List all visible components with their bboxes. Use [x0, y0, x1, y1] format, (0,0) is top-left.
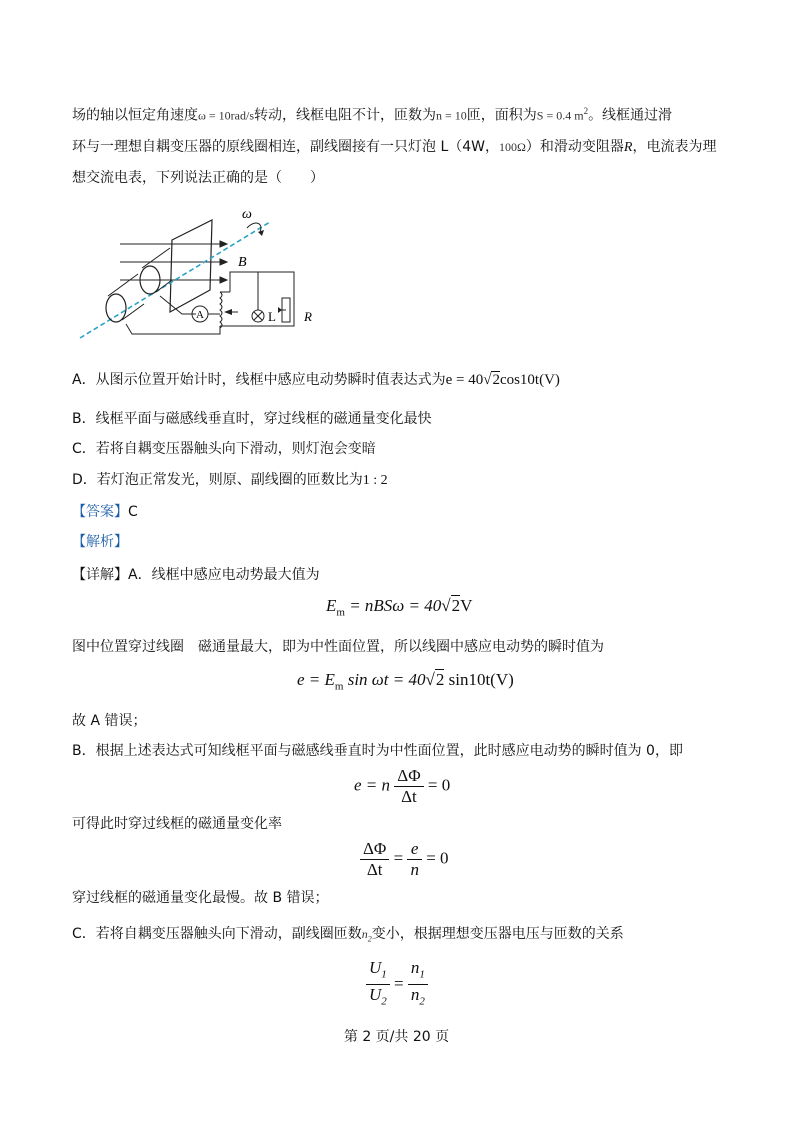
option-c: C．若将自耦变压器触头向下滑动，则灯泡会变暗	[72, 441, 376, 457]
eq-subscript: m	[336, 606, 345, 619]
eq-part: = 0	[427, 775, 451, 795]
autotransformer-coil	[220, 292, 222, 328]
question-text: ）和滑动变阻器	[525, 139, 624, 155]
eq-numerator: ΔΦ	[360, 839, 389, 860]
eq-sqrt: 2	[435, 670, 445, 689]
eq-unit: V	[460, 596, 473, 615]
eq-numerator: e	[407, 839, 422, 860]
solution-text: 变小，根据理想变压器电压与匝数的关系	[371, 926, 624, 942]
area-exponent: 2	[583, 106, 589, 116]
answer-value: C	[128, 504, 138, 520]
eq-fraction	[407, 839, 422, 880]
eq-subscript: 2	[381, 995, 387, 1008]
eq-numerator: ΔΦ	[394, 766, 423, 787]
eq-sqrt: 2	[451, 596, 461, 615]
question-text: 场的轴以恒定角速度	[72, 107, 198, 124]
solution-b-text: B．根据上述表达式可知线框平面与磁感线垂直时为中性面位置，此时感应电动势的瞬时值为 0，即	[72, 743, 683, 759]
solution-text: C．若将自耦变压器触头向下滑动，副线圈匝数	[72, 926, 362, 942]
equation-flux-rate: $\frac{\Delta\Phi}{\Delta t}$ = $\frac{e}{n}$ = 0	[360, 839, 449, 880]
eq-subscript: 1	[381, 968, 387, 981]
solution-text: A．线框中感应电动势最大值为	[128, 567, 320, 583]
option-a-text: A．从图示位置开始计时，线框中感应电动势瞬时值表达式为	[72, 372, 446, 388]
solution-c-text	[72, 924, 624, 949]
equation-instant-emf: $e = E_m$ sin ωt = 40√2 sin10t(V)	[297, 670, 514, 693]
slip-ring-2	[106, 294, 126, 322]
question-text: 匝，面积为	[466, 107, 537, 124]
solution-a-text2: 图中位置穿过线圈 磁通量最大，即为中性面位置，所以线圈中感应电动势的瞬时值为	[72, 639, 604, 655]
eq-fraction	[366, 958, 390, 1012]
lamp-label: L	[268, 309, 276, 324]
equation-faraday	[354, 766, 450, 807]
equation-max-emf: $E_m = nBS\omega = 40√2V$	[326, 596, 473, 619]
n2-subscript: 2	[367, 934, 372, 944]
eq-fraction	[360, 839, 389, 880]
eq-subscript: 1	[419, 968, 425, 981]
angular-velocity-value: ω = 10rad/s	[198, 108, 254, 123]
eq-part: e = E	[297, 670, 335, 689]
rheostat-label: R	[304, 309, 312, 324]
coil-frame	[170, 220, 212, 312]
rheostat-symbol: R	[623, 140, 633, 155]
question-line-3: 想交流电表，下列说法正确的是（ ）	[72, 170, 324, 186]
option-b: B．线框平面与磁感线垂直时，穿过线框的磁通量变化最快	[72, 411, 432, 427]
question-text: 。线框通过滑	[588, 107, 673, 124]
question-line-2	[72, 137, 716, 158]
n2-symbol: n	[361, 927, 368, 941]
field-label: B	[238, 255, 247, 270]
formula-part: cos10t(V)	[499, 372, 560, 388]
formula-part: e = 40	[445, 372, 484, 388]
eq-part: = 0	[426, 848, 449, 868]
eq-numerator: n	[410, 958, 420, 977]
answer-line	[72, 502, 138, 522]
ammeter-label: A	[196, 309, 204, 321]
eq-part: = nBSω = 40	[344, 596, 442, 615]
formula-sqrt: 2	[492, 372, 500, 388]
eq-fraction	[394, 766, 423, 807]
option-d-ratio: 1 : 2	[362, 473, 388, 488]
eq-subscript: 2	[419, 995, 425, 1008]
eq-denominator: Δt	[401, 787, 417, 806]
solution-a-intro	[72, 565, 320, 585]
eq-part: sin ωt = 40	[343, 670, 426, 689]
turns-value: n = 10	[436, 108, 467, 123]
question-line-1	[72, 101, 672, 126]
option-d-text: D．若灯泡正常发光，则原、副线圈的匝数比为	[72, 472, 363, 488]
question-text: ，电流表为理	[632, 139, 717, 155]
option-a-formula: e = 40√2cos10t(V)	[445, 372, 560, 388]
eq-denominator: n	[410, 985, 420, 1005]
analysis-label: 【解析】	[72, 534, 128, 550]
solution-b-conclusion: 穿过线框的磁通量变化最慢。故 B 错误；	[72, 890, 329, 906]
eq-fraction	[408, 958, 428, 1012]
lamp-resistance-value: 100Ω	[499, 140, 526, 154]
eq-part: e = n	[354, 775, 391, 795]
equation-transformer-ratio: $\frac{U_1}{U_2}$ = $\frac{n_1}{n_2}$	[366, 958, 428, 1012]
solution-b-text2: 可得此时穿过线框的磁通量变化率	[72, 816, 282, 832]
eq-denominator: Δt	[366, 860, 383, 879]
answer-label: 【答案】	[72, 504, 128, 520]
page-footer: 第 2 页/共 20 页	[343, 1029, 450, 1045]
eq-denominator: n	[410, 860, 419, 879]
eq-subscript: m	[334, 680, 344, 693]
option-d	[72, 470, 388, 491]
generator-circuit-figure	[72, 200, 332, 345]
omega-label: ω	[242, 207, 252, 222]
detail-label: 【详解】	[72, 567, 128, 583]
area-value: S = 0.4 m	[536, 108, 584, 123]
question-text: 环与一理想自耦变压器的原线圈相连，副线圈接有一只灯泡 L（4W，	[72, 139, 499, 155]
eq-denominator: U	[369, 985, 382, 1005]
question-text: 转动，线框电阻不计，匝数为	[254, 107, 436, 124]
eq-numerator: U	[369, 958, 382, 977]
eq-part: sin10t(V)	[444, 670, 514, 689]
option-a	[72, 370, 560, 390]
eq-symbol: E	[326, 596, 337, 615]
solution-a-conclusion: 故 A 错误；	[72, 713, 147, 729]
